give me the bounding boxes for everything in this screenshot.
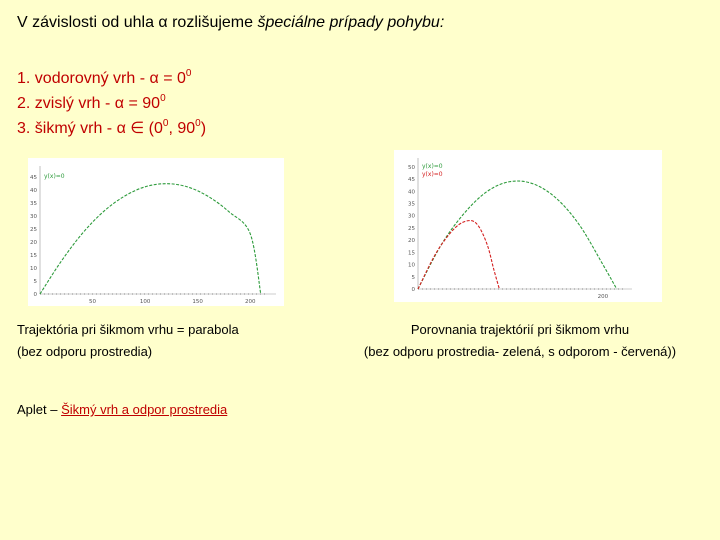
- applet-prefix: Aplet –: [17, 402, 62, 417]
- right-caption: [362, 319, 678, 363]
- left-caption: [17, 319, 239, 363]
- legend-entry-red: y(x)=0: [422, 171, 443, 178]
- y-tick-label: 35: [30, 201, 37, 208]
- trajectory-plot: [28, 158, 284, 306]
- y-tick-label: 20: [30, 240, 37, 247]
- y-tick-label: 40: [408, 189, 415, 196]
- y-tick-label: 10: [408, 262, 415, 269]
- y-tick-label: 30: [408, 213, 415, 220]
- case-oblique: 3. šikmý vrh - α ∈ ($0^0$, $90^0$): [17, 118, 207, 137]
- legend-entry: y(x)=0: [44, 173, 65, 180]
- page-heading: [17, 14, 444, 32]
- trajectory-chart: [28, 158, 284, 306]
- case-horizontal: 1. vodorovný vrh - $\alpha = 0^0$: [17, 68, 192, 87]
- applet-link[interactable]: Šikmý vrh a odpor prostredia: [61, 402, 228, 417]
- y-tick-label: 45: [408, 177, 415, 184]
- heading-italic: špeciálne prípady pohybu:: [257, 14, 445, 31]
- legend-entry-green: y(x)=0: [422, 163, 443, 170]
- applet-line: [17, 402, 227, 417]
- y-tick-label: 0: [411, 287, 415, 293]
- y-tick-label: 40: [30, 188, 37, 195]
- y-tick-label: 5: [33, 279, 37, 286]
- left-caption-line2: (bez odporu prostredia): [17, 344, 153, 359]
- y-tick-label: 5: [411, 274, 415, 281]
- series-line-0: [40, 184, 261, 294]
- heading-text: V závislosti od uhla α rozlišujeme: [17, 14, 258, 31]
- y-tick-label: 15: [408, 250, 415, 257]
- y-tick-label: 25: [408, 225, 415, 232]
- y-tick-label: 50: [408, 164, 415, 171]
- y-tick-label: 0: [33, 292, 37, 298]
- right-caption-line2: (bez odporu prostredia- zelená, s odporom - červená)): [363, 344, 677, 359]
- y-tick-label: 30: [30, 214, 37, 221]
- x-tick-label: 150: [192, 299, 203, 305]
- y-tick-label: 45: [30, 175, 37, 182]
- y-tick-label: 25: [30, 227, 37, 234]
- y-tick-label: 20: [408, 238, 415, 245]
- right-caption-line1: Porovnania trajektórií pri šikmom vrhu: [410, 322, 630, 337]
- y-tick-label: 10: [30, 266, 37, 273]
- cases-list: [17, 66, 206, 141]
- x-tick-label: 100: [139, 299, 151, 305]
- y-tick-label: 15: [30, 253, 37, 260]
- x-tick-label: 50: [89, 299, 97, 305]
- x-tick-label: 200: [597, 294, 609, 300]
- left-caption-line1: Trajektória pri šikmom vrhu = parabola: [17, 322, 239, 337]
- x-tick-label: 200: [244, 299, 256, 305]
- case-vertical: 2. zvislý vrh - $\alpha = 90^0$: [17, 93, 166, 112]
- comparison-plot: [394, 150, 662, 302]
- comparison-chart: [394, 150, 662, 302]
- y-tick-label: 35: [408, 201, 415, 208]
- series-line-0: [418, 181, 617, 289]
- series-line-1: [418, 221, 499, 289]
